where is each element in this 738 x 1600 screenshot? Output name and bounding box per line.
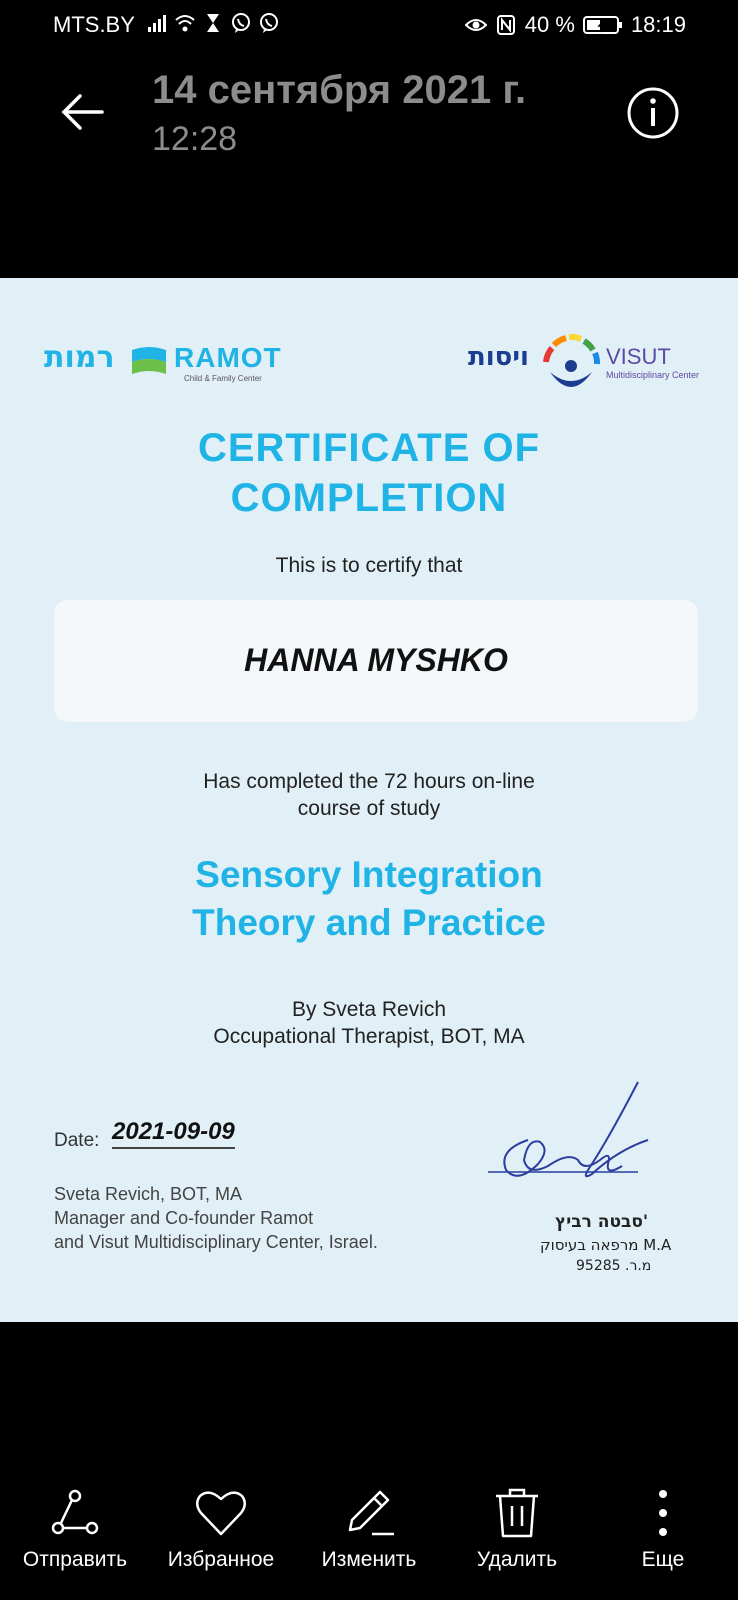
favorite-button[interactable] xyxy=(146,1486,296,1572)
more-button[interactable] xyxy=(588,1486,738,1572)
hourglass-icon xyxy=(202,12,224,34)
photo-date: 14 сентября 2021 г. xyxy=(152,68,527,112)
more-label: Еще xyxy=(641,1548,685,1571)
recipient-name-box xyxy=(54,600,698,722)
signatory-line2: Manager and Co-founder Ramot xyxy=(54,1208,314,1228)
visut-logo-hebrew: ויסות xyxy=(468,342,529,372)
completion-text xyxy=(0,768,738,822)
signature-icon xyxy=(488,1080,688,1202)
viber-icon xyxy=(230,12,252,34)
signatory-line1: Sveta Revich, BOT, MA xyxy=(54,1184,243,1204)
ramot-logo xyxy=(44,340,282,386)
ramot-logo-english: RAMOT xyxy=(174,342,282,373)
certificate-title-line2: COMPLETION xyxy=(230,476,508,520)
edit-button[interactable] xyxy=(294,1486,444,1572)
visut-logo xyxy=(454,332,704,402)
stamp-title: מרפאה בעיסוק M.A xyxy=(540,1236,672,1254)
battery-icon xyxy=(583,14,623,36)
certificate-title-line1: CERTIFICATE OF xyxy=(197,426,541,470)
carrier-name: MTS.BY xyxy=(53,12,135,37)
instructor-credentials: Occupational Therapist, BOT, MA xyxy=(213,1025,525,1048)
wifi-icon xyxy=(174,12,196,34)
status-right-icons xyxy=(465,12,686,38)
back-arrow-icon[interactable] xyxy=(58,88,106,136)
completion-line1: Has completed the 72 hours on-line xyxy=(203,770,535,793)
visut-logo-english: VISUT xyxy=(606,344,671,369)
battery-percent: 40 % xyxy=(524,12,575,37)
course-title-line2: Theory and Practice xyxy=(192,902,546,943)
share-icon xyxy=(48,1486,102,1540)
completion-line2: course of study xyxy=(297,797,441,820)
edit-icon xyxy=(342,1486,396,1540)
share-label: Отправить xyxy=(22,1548,128,1571)
ramot-logo-hebrew: רמות xyxy=(44,340,115,375)
course-title-line1: Sensory Integration xyxy=(195,854,543,895)
recipient-name: HANNA MYSHKO xyxy=(244,642,508,678)
stamp-name: סבטה רביץ' xyxy=(555,1212,649,1232)
favorite-label: Избранное xyxy=(167,1548,275,1571)
nfc-icon xyxy=(495,14,517,36)
instructor-name: By Sveta Revich xyxy=(291,998,447,1021)
status-clock: 18:19 xyxy=(630,12,686,37)
edit-label: Изменить xyxy=(321,1548,417,1571)
date-label: Date: xyxy=(54,1130,100,1151)
ramot-flag-icon xyxy=(132,346,166,376)
status-bar xyxy=(0,0,738,52)
signatory-info xyxy=(54,1182,378,1254)
visut-logo-subtitle: Multidisciplinary Center xyxy=(606,370,700,380)
instructor-block xyxy=(0,996,738,1050)
certificate-image[interactable] xyxy=(0,278,738,1322)
stamp-license: מ.ר. 95285 xyxy=(576,1258,652,1274)
eye-comfort-icon xyxy=(465,14,487,36)
heart-icon xyxy=(194,1486,248,1540)
info-icon[interactable] xyxy=(626,86,680,140)
delete-label: Удалить xyxy=(476,1548,558,1571)
ramot-logo-subtitle: Child & Family Center xyxy=(184,374,262,383)
photo-time: 12:28 xyxy=(152,120,238,158)
certify-text: This is to certify that xyxy=(275,554,463,577)
trash-icon xyxy=(490,1486,544,1540)
share-button[interactable] xyxy=(0,1486,150,1572)
signatory-line3: and Visut Multidisciplinary Center, Israel. xyxy=(54,1232,378,1252)
viber-icon xyxy=(258,12,280,34)
bottom-action-bar xyxy=(0,1486,738,1600)
visut-emblem-icon xyxy=(538,332,604,398)
delete-button[interactable] xyxy=(442,1486,592,1572)
signal-icon xyxy=(146,12,168,34)
status-left-icons xyxy=(146,12,280,34)
date-value: 2021-09-09 xyxy=(112,1118,235,1149)
more-icon xyxy=(636,1486,690,1540)
